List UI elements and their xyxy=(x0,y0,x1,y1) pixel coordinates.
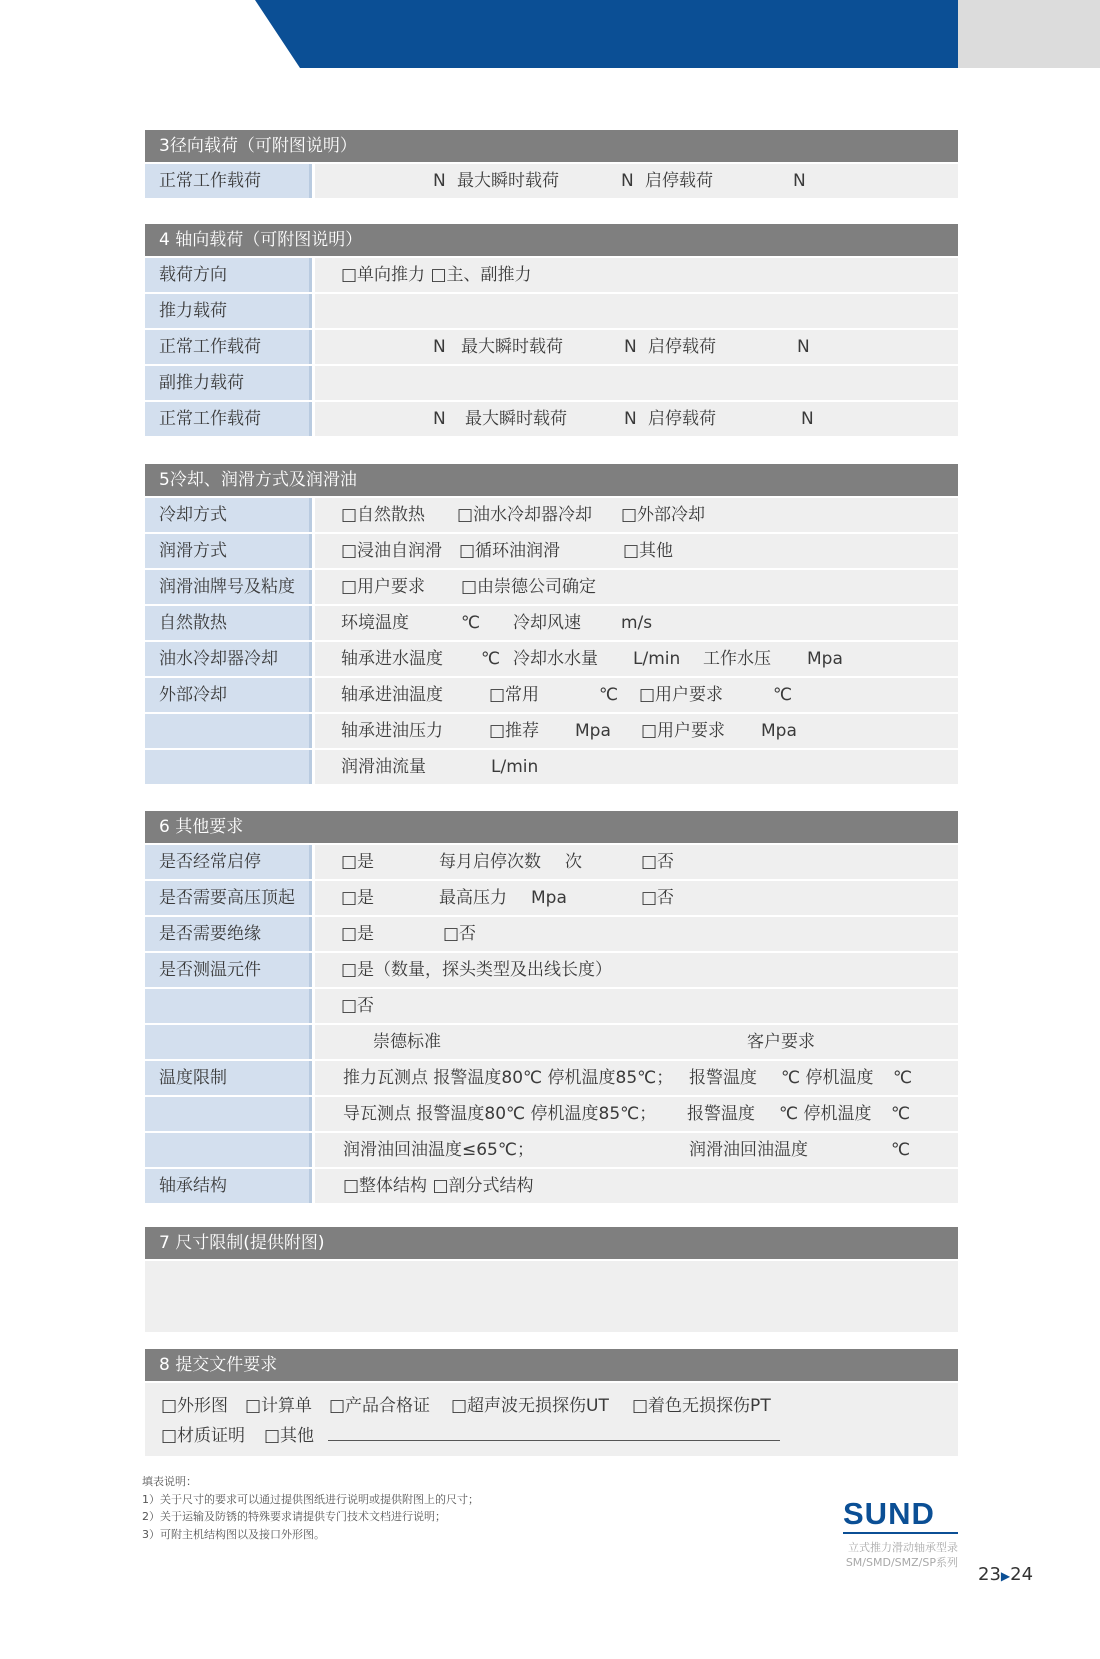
table-row xyxy=(145,917,958,951)
table-row xyxy=(145,606,958,640)
page-numbers xyxy=(978,1564,1033,1585)
checkbox-option[interactable]: □外形图 xyxy=(161,1396,229,1416)
section-radial-load xyxy=(145,130,958,198)
cell-text: ℃ xyxy=(893,1068,913,1088)
header-grey-block xyxy=(958,0,1100,68)
row-value[interactable] xyxy=(315,294,958,328)
cell-text: 最大瞬时载荷 xyxy=(461,337,563,357)
table-row xyxy=(145,714,958,748)
row-label xyxy=(145,989,312,1023)
cell-text: N xyxy=(624,337,637,357)
sund-logo: SUND xyxy=(843,1496,935,1531)
row-value[interactable] xyxy=(315,750,958,784)
row-label: 外部冷却 xyxy=(145,678,312,712)
checkbox-option[interactable]: □否 xyxy=(641,852,675,872)
note-line: 2）关于运输及防锈的特殊要求请提供专门技术文档进行说明； xyxy=(142,1510,446,1523)
cell-text: ℃ xyxy=(599,685,619,705)
checkbox-option[interactable]: □是（数量，探头类型及出线长度） xyxy=(341,960,613,980)
checkbox-option[interactable]: □用户要求 xyxy=(641,721,726,741)
row-value[interactable] xyxy=(315,714,958,748)
row-label: 副推力载荷 xyxy=(145,366,312,400)
row-value[interactable] xyxy=(315,881,958,915)
size-limits-input-area[interactable] xyxy=(145,1261,958,1332)
table-row xyxy=(145,881,958,915)
checkbox-option[interactable]: □油水冷却器冷却 xyxy=(457,505,593,525)
notes-heading: 填表说明： xyxy=(142,1475,197,1488)
table-row xyxy=(145,678,958,712)
checkbox-option[interactable]: □浸油自润滑 xyxy=(341,541,443,561)
form-notes xyxy=(142,1473,479,1543)
row-value[interactable] xyxy=(315,164,958,198)
cell-text: N xyxy=(793,171,806,191)
table-row xyxy=(145,953,958,987)
cell-text: 轴承进水温度 xyxy=(341,649,443,669)
cell-text: 冷却水水量 xyxy=(513,649,598,669)
row-label: 是否需要高压顶起 xyxy=(145,881,312,915)
table-row xyxy=(145,534,958,568)
row-label xyxy=(145,1133,312,1167)
checkbox-option[interactable]: □常用 xyxy=(489,685,540,705)
checkbox-option[interactable]: □用户要求 xyxy=(639,685,724,705)
checkbox-option[interactable]: □否 xyxy=(341,996,375,1016)
cell-text: Mpa xyxy=(761,721,797,741)
cell-text: 环境温度 xyxy=(341,613,409,633)
table-row xyxy=(145,330,958,364)
cell-text: 每月启停次数 xyxy=(439,852,541,872)
cell-text: 轴承进油压力 xyxy=(341,721,443,741)
cell-text: 最大瞬时载荷 xyxy=(457,171,559,191)
row-value[interactable] xyxy=(315,402,958,436)
cell-text: 推力瓦测点 报警温度80℃ 停机温度85℃； xyxy=(343,1068,674,1088)
checkbox-option[interactable]: □是 xyxy=(341,888,375,908)
checkbox-option[interactable]: □着色无损探伤PT xyxy=(632,1396,771,1416)
brand-block xyxy=(843,1497,958,1570)
row-value[interactable] xyxy=(315,989,958,1023)
cell-text: ℃ xyxy=(461,613,481,633)
table-row xyxy=(145,642,958,676)
checkbox-option[interactable]: □计算单 xyxy=(245,1396,313,1416)
page-number-left: 23 xyxy=(978,1564,1001,1585)
cell-text: ℃ 停机温度 xyxy=(781,1068,874,1088)
row-value[interactable] xyxy=(315,534,958,568)
section-title: 5冷却、润滑方式及润滑油 xyxy=(145,464,958,496)
row-label: 正常工作载荷 xyxy=(145,330,312,364)
row-value[interactable] xyxy=(315,845,958,879)
row-label: 温度限制 xyxy=(145,1061,312,1095)
row-value[interactable] xyxy=(315,917,958,951)
row-value[interactable] xyxy=(315,1097,958,1131)
note-line: 1）关于尺寸的要求可以通过提供图纸进行说明或提供附图上的尺寸； xyxy=(142,1492,479,1506)
checkbox-option[interactable]: □是 xyxy=(341,852,375,872)
section-axial-load xyxy=(145,224,958,436)
cell-text: ℃ xyxy=(891,1104,911,1124)
section-title: 6 其他要求 xyxy=(145,811,958,843)
row-value[interactable] xyxy=(315,953,958,987)
logo-underline xyxy=(843,1532,958,1534)
row-label: 是否经常启停 xyxy=(145,845,312,879)
row-value[interactable] xyxy=(315,1133,958,1167)
cell-text: 启停载荷 xyxy=(648,409,716,429)
table-row xyxy=(145,498,958,532)
cell-text: 润滑油回油温度 xyxy=(689,1140,808,1160)
row-label: 正常工作载荷 xyxy=(145,164,312,198)
page-arrow-icon: ▶ xyxy=(1000,1569,1011,1583)
cell-text: N xyxy=(797,337,810,357)
row-label: 润滑油牌号及粘度 xyxy=(145,570,312,604)
cell-text: ℃ xyxy=(481,649,501,669)
section-title: 8 提交文件要求 xyxy=(145,1349,958,1381)
table-row xyxy=(145,366,958,400)
row-label: 推力载荷 xyxy=(145,294,312,328)
row-label: 润滑方式 xyxy=(145,534,312,568)
cell-text: 轴承进油温度 xyxy=(341,685,443,705)
cell-text: 冷却风速 xyxy=(513,613,581,633)
cell-text: 报警温度 xyxy=(689,1068,757,1088)
row-value[interactable] xyxy=(315,366,958,400)
section-documents xyxy=(145,1349,958,1456)
checkbox-option[interactable]: □其他 xyxy=(264,1426,315,1446)
cell-text: ℃ xyxy=(891,1140,911,1160)
checkbox-option[interactable]: □整体结构 □剖分式结构 xyxy=(343,1176,534,1196)
row-value[interactable] xyxy=(315,678,958,712)
cell-text: 报警温度 xyxy=(687,1104,755,1124)
row-value[interactable] xyxy=(315,498,958,532)
note-line: 3）可附主机结构图以及接口外形图。 xyxy=(142,1527,325,1541)
table-row xyxy=(145,750,958,784)
row-value xyxy=(315,1025,958,1059)
table-row xyxy=(145,294,958,328)
table-row xyxy=(145,1133,958,1167)
checkbox-option[interactable]: □推荐 xyxy=(489,721,540,741)
cell-text: N xyxy=(801,409,814,429)
cell-text: 最高压力 xyxy=(439,888,507,908)
cell-text: 启停载荷 xyxy=(648,337,716,357)
table-row xyxy=(145,1025,958,1059)
catalog-series: SM/SMD/SMZ/SP系列 xyxy=(845,1556,958,1569)
catalog-title: 立式推力滑动轴承型录 xyxy=(848,1541,958,1554)
column-header-standard: 崇德标准 xyxy=(373,1032,441,1052)
cell-text: N xyxy=(433,409,446,429)
cell-text: N xyxy=(433,337,446,357)
cell-text: 导瓦测点 报警温度80℃ 停机温度85℃； xyxy=(343,1104,657,1124)
checkbox-option[interactable]: □否 xyxy=(641,888,675,908)
checkbox-option[interactable]: □是 xyxy=(341,924,375,944)
checkbox-option[interactable]: □材质证明 xyxy=(161,1426,246,1446)
table-row xyxy=(145,1169,958,1203)
table-row xyxy=(145,402,958,436)
table-row xyxy=(145,164,958,198)
section-title: 3径向载荷（可附图说明） xyxy=(145,130,958,162)
table-row xyxy=(145,845,958,879)
row-value[interactable] xyxy=(315,606,958,640)
documents-options xyxy=(145,1383,958,1456)
row-label xyxy=(145,714,312,748)
cell-text: 润滑油流量 xyxy=(341,757,426,777)
row-value[interactable] xyxy=(315,330,958,364)
table-row xyxy=(145,258,958,292)
cell-text: m/s xyxy=(621,613,653,633)
row-label: 是否需要绝缘 xyxy=(145,917,312,951)
cell-text: 润滑油回油温度≤65℃； xyxy=(343,1140,534,1160)
cell-text: N xyxy=(621,171,634,191)
row-value[interactable] xyxy=(315,642,958,676)
row-label xyxy=(145,750,312,784)
cell-text: Mpa xyxy=(807,649,843,669)
section-cooling-lubrication xyxy=(145,464,958,784)
table-row xyxy=(145,989,958,1023)
table-row xyxy=(145,570,958,604)
row-value[interactable] xyxy=(315,1061,958,1095)
checkbox-option[interactable]: □产品合格证 xyxy=(329,1396,431,1416)
cell-text: Mpa xyxy=(575,721,611,741)
row-label: 载荷方向 xyxy=(145,258,312,292)
cell-text: 最大瞬时载荷 xyxy=(465,409,567,429)
row-label: 轴承结构 xyxy=(145,1169,312,1203)
checkbox-option[interactable]: □由崇德公司确定 xyxy=(461,577,597,597)
row-value[interactable] xyxy=(315,570,958,604)
checkbox-option[interactable]: □其他 xyxy=(623,541,674,561)
row-value[interactable] xyxy=(315,258,958,292)
section-size-limits xyxy=(145,1227,958,1332)
cell-text: 启停载荷 xyxy=(645,171,713,191)
row-label: 冷却方式 xyxy=(145,498,312,532)
table-row xyxy=(145,1061,958,1095)
cell-text: L/min xyxy=(491,757,539,777)
section-other-requirements xyxy=(145,811,958,1203)
cell-text: Mpa xyxy=(531,888,567,908)
section-title: 4 轴向载荷（可附图说明） xyxy=(145,224,958,256)
row-label: 油水冷却器冷却 xyxy=(145,642,312,676)
row-label: 是否测温元件 xyxy=(145,953,312,987)
row-label xyxy=(145,1025,312,1059)
cell-text: 次 xyxy=(565,852,582,872)
checkbox-option[interactable]: □自然散热 xyxy=(341,505,426,525)
row-label xyxy=(145,1097,312,1131)
row-value[interactable] xyxy=(315,1169,958,1203)
row-label: 正常工作载荷 xyxy=(145,402,312,436)
checkbox-option[interactable]: □用户要求 xyxy=(341,577,426,597)
cell-text: N xyxy=(433,171,446,191)
cell-text: N xyxy=(624,409,637,429)
page-number-right: 24 xyxy=(1010,1564,1034,1585)
table-row xyxy=(145,1097,958,1131)
cell-text: ℃ 停机温度 xyxy=(779,1104,872,1124)
row-label: 自然散热 xyxy=(145,606,312,640)
cell-text: □单向推力 □主、副推力 xyxy=(341,265,532,285)
checkbox-option[interactable]: □否 xyxy=(443,924,477,944)
cell-text: L/min xyxy=(633,649,681,669)
column-header-customer: 客户要求 xyxy=(747,1032,815,1052)
checkbox-option[interactable]: □外部冷却 xyxy=(621,505,706,525)
cell-text: 工作水压 xyxy=(703,649,771,669)
section-title: 7 尺寸限制(提供附图) xyxy=(145,1227,958,1259)
cell-text: ℃ xyxy=(773,685,793,705)
checkbox-option[interactable]: □循环油润滑 xyxy=(459,541,561,561)
other-fill-line[interactable] xyxy=(328,1440,780,1441)
header-blue-band xyxy=(255,0,958,68)
checkbox-option[interactable]: □超声波无损探伤UT xyxy=(451,1396,609,1416)
